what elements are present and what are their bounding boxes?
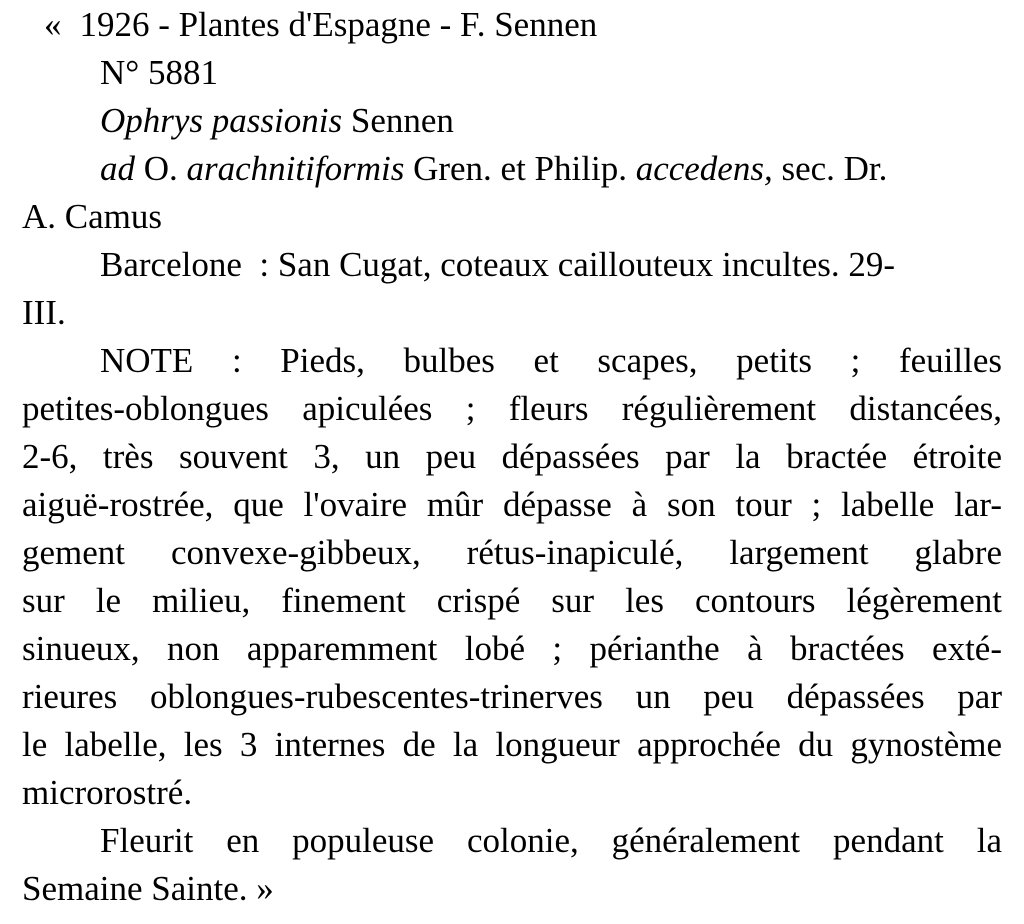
note-line: NOTE : Pieds, bulbes et scapes, petits ; feuilles [100, 341, 1002, 380]
affinity-ad: ad [100, 149, 135, 188]
specimen-number: N° 5881 [100, 53, 219, 92]
note-line: sur le milieu, finement crispé sur les contours légèrement [22, 581, 1002, 620]
affinity-line [22, 145, 1002, 193]
affinity-species: arachnitiformis [186, 149, 405, 188]
closing-line-1: Fleurit en populeuse colonie, généralement pendant la [100, 821, 1002, 860]
species-line [22, 97, 1002, 145]
affinity-accedens: accedens, [635, 149, 773, 188]
affinity-sec: sec. Dr. [772, 149, 888, 188]
note-line: aiguë-rostrée, que l'ovaire mûr dépasse à son tour ; labelle lar- [22, 485, 1002, 524]
header-title: 1926 - Plantes d'Espagne - F. Sennen [79, 5, 598, 44]
note-line: 2-6, très souvent 3, un peu dépassées par la bractée étroite [22, 437, 1002, 476]
closing-line-2: Semaine Sainte. » [22, 869, 274, 908]
affinity-camus: A. Camus [22, 197, 162, 236]
locality-line-2: III. [22, 293, 66, 332]
affinity-authors: Gren. et Philip. [404, 149, 636, 188]
species-name: Ophrys passionis [100, 101, 343, 140]
note-line: sinueux, non apparemment lobé ; périanthe à bractées exté- [22, 629, 1002, 668]
note-line: le labelle, les 3 internes de la longueur approchée du gynostème [22, 725, 1002, 764]
note-line-last: microrostré. [22, 773, 193, 812]
species-author: Sennen [342, 101, 454, 140]
locality-line-1: Barcelone : San Cugat, coteaux caillouteux incultes. 29- [100, 245, 896, 284]
note-line: gement convexe-gibbeux, rétus-inapiculé, largement glabre [22, 533, 1002, 572]
note-line: petites-oblongues apiculées ; fleurs régulièrement distancées, [22, 389, 1002, 428]
affinity-genus: O. [135, 149, 187, 188]
note-line: rieures oblongues-rubescentes-trinerves un peu dépassées par [22, 677, 1002, 716]
header-line [22, 1, 1002, 49]
open-quote-mark: « [44, 5, 62, 44]
